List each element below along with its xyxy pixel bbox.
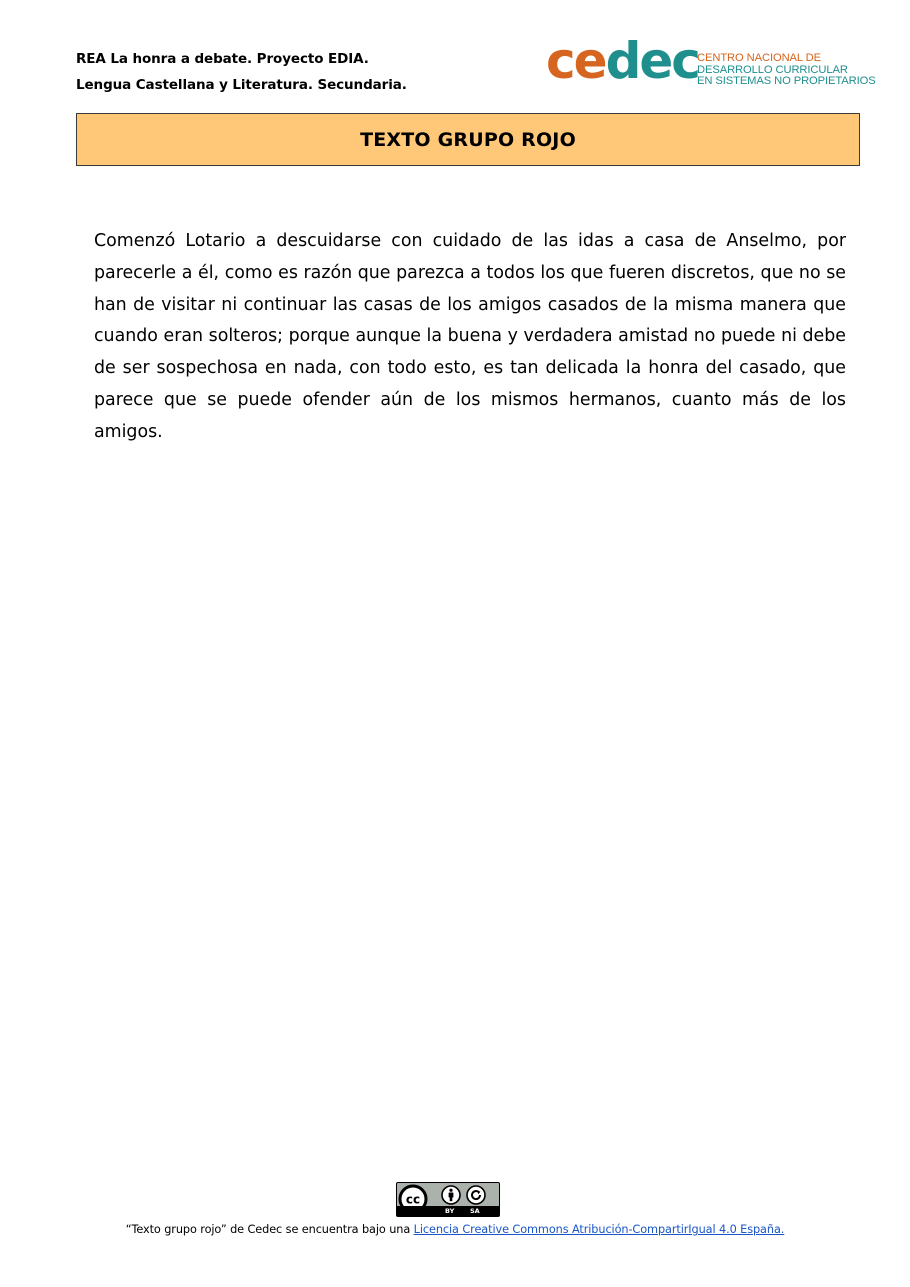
creative-commons-by-sa-icon[interactable]: [396, 1182, 500, 1217]
license-link[interactable]: Licencia Creative Commons Atribución-CompartirIgual 4.0 España.: [413, 1223, 785, 1236]
logo-sub-line1: CENTRO NACIONAL DE: [697, 52, 821, 64]
title-box: [76, 113, 860, 166]
page-title: TEXTO GRUPO ROJO: [360, 128, 576, 151]
license-footer: [0, 1223, 910, 1236]
header-subject: Lengua Castellana y Literatura. Secundaria.: [76, 77, 407, 93]
logo-wordmark: cedec: [546, 32, 699, 90]
by-label: BY: [445, 1207, 455, 1215]
cedec-logo: [546, 32, 876, 95]
body-paragraph: Comenzó Lotario a descuidarse con cuidado de las idas a casa de Anselmo, por parecerle a él, como es razón que parezca a todos los que fueren discretos, que no se han de visitar ni continuar las casas de los amigos casados de la misma manera que cuando eran solteros; porque aunque la buena y verdadera amistad no puede ni debe de ser sospechosa en nada, con todo esto, es tan delicada la honra del casado, que parece que se puede ofender aún de los mismos hermanos, cuanto más de los amigos.: [94, 231, 846, 442]
sa-label: SA: [470, 1207, 480, 1215]
logo-sub-line2: DESARROLLO CURRICULAR: [697, 63, 848, 76]
header-project-title: REA La honra a debate. Proyecto EDIA.: [76, 51, 369, 67]
sa-icon: [466, 1185, 486, 1205]
svg-text:cc: cc: [405, 1192, 421, 1207]
logo-sub-line3: EN SISTEMAS NO PROPIETARIOS: [697, 75, 876, 87]
license-text: “Texto grupo rojo” de Cedec se encuentra bajo una: [125, 1223, 414, 1236]
by-icon: [441, 1185, 461, 1205]
logo-subtitle: [697, 53, 876, 88]
